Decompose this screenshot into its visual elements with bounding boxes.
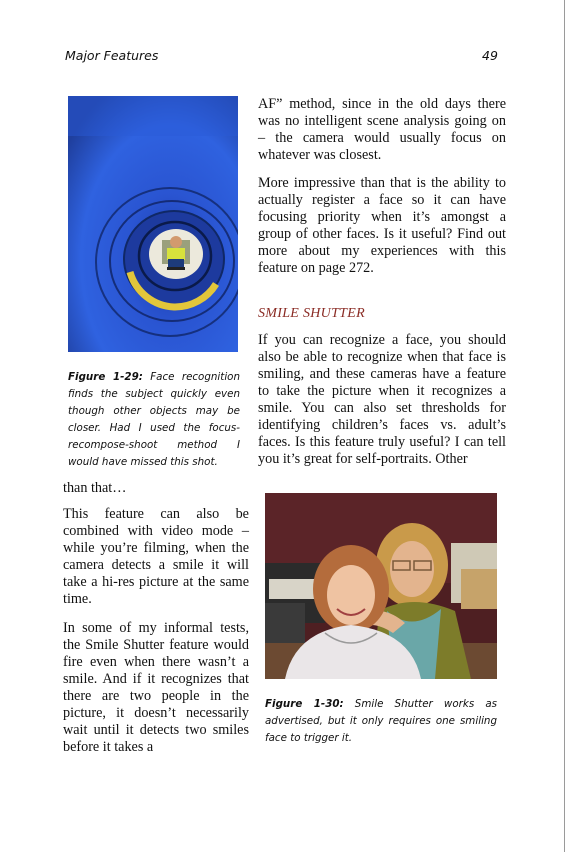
left-paragraph-3: In some of my informal tests, the Smile Shutter feature would fire even when there wasn’t a smile. And if it recognizes that there are two people in the picture, it doesn’t necessarily wait until it detects two smiles before it takes a	[63, 620, 249, 755]
page-edge-line	[564, 0, 565, 852]
right-paragraph-1: AF” method, since in the old days there was no intelligent scene analysis going on – the camera would usually focus on whatever was closest.	[258, 96, 506, 163]
left-paragraph-1: than that…	[63, 480, 127, 496]
figure-1-30-caption	[265, 696, 497, 747]
right-paragraph-3: If you can recognize a face, you should also be able to recognize when that face is smiling, and these cameras have a feature to take the picture when it recognizes a smile. You can also set thresholds for identifying children’s faces vs. adult’s faces. Is this feature truly useful? I can tell you it’s great for self-portraits. Other	[258, 332, 506, 467]
figure-1-30-photo	[265, 493, 497, 679]
figure-1-30-label: Figure 1-30:	[265, 698, 344, 710]
figure-1-29-label: Figure 1-29:	[68, 371, 143, 383]
left-paragraph-2: This feature can also be combined with video mode – while you’re filming, when the camera detects a smile it will take a hi-res picture at the same time.	[63, 506, 249, 607]
section-heading-smile-shutter: SMILE SHUTTER	[258, 306, 365, 321]
figure-1-30-caption-text: Smile Shutter works as advertised, but it only requires one smiling face to trigger it.	[265, 698, 497, 744]
figure-1-29-caption	[68, 369, 240, 471]
running-header-title: Major Features	[65, 48, 159, 63]
right-paragraph-2: More impressive than that is the ability to actually register a face so it can have focusing priority when it’s amongst a group of other faces. Is it useful? Find out more about my experiences with this feature on page 272.	[258, 175, 506, 276]
page-number: 49	[482, 48, 498, 63]
figure-1-29-photo	[68, 96, 238, 352]
figure-1-29-caption-text: Face recognition finds the subject quickly even though other objects may be closer. Had I used the focus-recompose-shoot method I would have missed this shot.	[68, 371, 241, 468]
